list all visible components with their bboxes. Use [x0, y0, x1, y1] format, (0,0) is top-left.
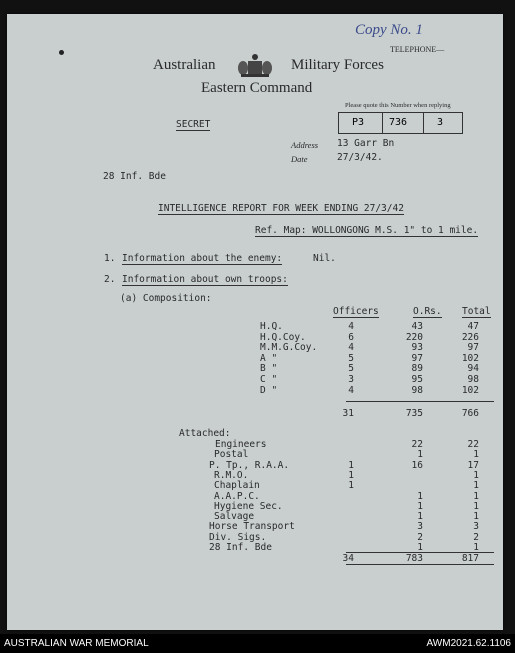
row-label: Engineers: [215, 439, 267, 450]
ref-box-3: [423, 112, 463, 134]
cell-officers: 5: [348, 363, 354, 375]
document-page: [7, 14, 503, 630]
cell-total: 17: [467, 459, 479, 471]
item-1-label: Information about the enemy:: [122, 253, 283, 264]
cell-officers: 5: [348, 352, 354, 364]
row-label: Div. Sigs.: [209, 531, 267, 543]
cell-officers: 4: [348, 342, 354, 354]
column-header: Total: [462, 306, 491, 317]
row-label: P. Tp., R.A.A.: [209, 459, 290, 471]
cell-officers: 4: [348, 384, 354, 396]
cell-ors: 93: [411, 342, 423, 354]
date-value: 27/3/42.: [337, 152, 383, 163]
cell-officers: 1: [348, 469, 354, 481]
org-name-left: Australian: [153, 57, 216, 73]
cell-total: 22: [467, 439, 479, 450]
row-label: Horse Transport: [209, 521, 295, 533]
cell-ors: 1: [417, 449, 423, 461]
cell-ors: 3: [417, 521, 423, 533]
cell-total: 47: [467, 321, 479, 332]
footer-bar: [0, 634, 515, 653]
cell-total: 1: [473, 490, 479, 502]
column-header: O.Rs.: [413, 306, 442, 317]
punch-hole: [59, 50, 64, 55]
row-label: B ": [260, 363, 278, 375]
row-label: H.Q.Coy.: [260, 331, 306, 343]
cell-total: 3: [473, 521, 479, 533]
row-label: A ": [260, 352, 278, 364]
ref-value: 736: [389, 117, 408, 128]
row-label: R.M.O.: [214, 469, 249, 481]
footer-left: AUSTRALIAN WAR MEMORIAL: [4, 638, 149, 649]
cell-ors: 1: [417, 500, 423, 512]
cell-ors: 97: [411, 352, 423, 364]
cell-total: 98: [467, 374, 479, 385]
item-2-number: 2.: [104, 274, 116, 285]
cell-total: 226: [461, 331, 479, 343]
row-label: M.M.G.Coy.: [260, 342, 318, 354]
cell-total: 94: [467, 363, 479, 375]
cell-total: 817: [461, 553, 479, 564]
ref-map: Ref. Map: WOLLONGONG M.S. 1" to 1 mile.: [255, 225, 479, 236]
cell-total: 1: [473, 469, 479, 481]
addressee: 28 Inf. Bde: [103, 171, 166, 182]
copy-note: Copy No. 1: [355, 22, 423, 38]
address-label: Address: [291, 140, 319, 150]
cell-total: 2: [473, 531, 479, 543]
cell-officers: 1: [348, 480, 354, 492]
address-value: 13 Garr Bn: [337, 138, 395, 149]
subtotal-rule: [346, 401, 494, 402]
cell-total: 97: [467, 342, 479, 354]
cell-officers: 3: [348, 374, 354, 385]
cell-officers: 34: [342, 553, 354, 564]
footer-right: AWM2021.62.1106: [426, 638, 511, 649]
ref-value: 3: [437, 117, 444, 128]
org-subtitle: Eastern Command: [201, 80, 313, 96]
ref-box-1: [338, 112, 383, 134]
cell-ors: 1: [417, 511, 423, 523]
cell-ors: 735: [405, 408, 423, 419]
row-label: D ": [260, 384, 278, 396]
ref-box-2: [381, 112, 424, 134]
report-title: INTELLIGENCE REPORT FOR WEEK ENDING 27/3/42: [158, 203, 404, 214]
cell-total: 1: [473, 480, 479, 492]
cell-total: 1: [473, 511, 479, 523]
cell-ors: 2: [417, 531, 423, 543]
telephone-label: TELEPHONE—: [390, 45, 445, 54]
attached-label: Attached:: [179, 428, 231, 439]
ref-value: P3: [352, 117, 365, 128]
cell-ors: 22: [411, 439, 423, 450]
cell-total: 102: [461, 384, 479, 396]
coat-of-arms-icon: [237, 52, 273, 78]
item-1-value: Nil.: [313, 253, 336, 264]
cell-total: 1: [473, 500, 479, 512]
total-rule-bottom: [346, 564, 494, 565]
cell-ors: 43: [411, 321, 423, 332]
cell-ors: 1: [417, 490, 423, 502]
row-label: 28 Inf. Bde: [209, 542, 272, 553]
cell-total: 102: [461, 352, 479, 364]
quote-note: Please quote this Number when replying: [345, 102, 451, 109]
classification: SECRET: [176, 119, 211, 130]
row-label: Salvage: [214, 511, 255, 523]
row-label: H.Q.: [260, 321, 283, 332]
row-label: A.A.P.C.: [214, 490, 260, 502]
column-header: Officers: [333, 306, 379, 317]
cell-ors: 95: [411, 374, 423, 385]
org-name-right: Military Forces: [291, 57, 384, 73]
row-label: Chaplain: [214, 480, 260, 492]
composition-label: (a) Composition:: [120, 293, 212, 304]
item-1-number: 1.: [104, 253, 116, 264]
row-label: C ": [260, 374, 278, 385]
cell-ors: 220: [405, 331, 423, 343]
cell-ors: 783: [405, 553, 423, 564]
cell-total: 766: [461, 408, 479, 419]
cell-total: 1: [473, 542, 479, 553]
cell-officers: 31: [342, 408, 354, 419]
cell-ors: 1: [417, 542, 423, 553]
cell-ors: 98: [411, 384, 423, 396]
row-label: Postal: [214, 449, 249, 461]
date-label: Date: [291, 154, 308, 164]
cell-ors: 16: [411, 459, 423, 471]
item-2-label: Information about own troops:: [122, 274, 288, 285]
cell-ors: 89: [411, 363, 423, 375]
row-label: Hygiene Sec.: [214, 500, 283, 512]
cell-officers: 1: [348, 459, 354, 471]
cell-total: 1: [473, 449, 479, 461]
cell-officers: 4: [348, 321, 354, 332]
cell-officers: 6: [348, 331, 354, 343]
